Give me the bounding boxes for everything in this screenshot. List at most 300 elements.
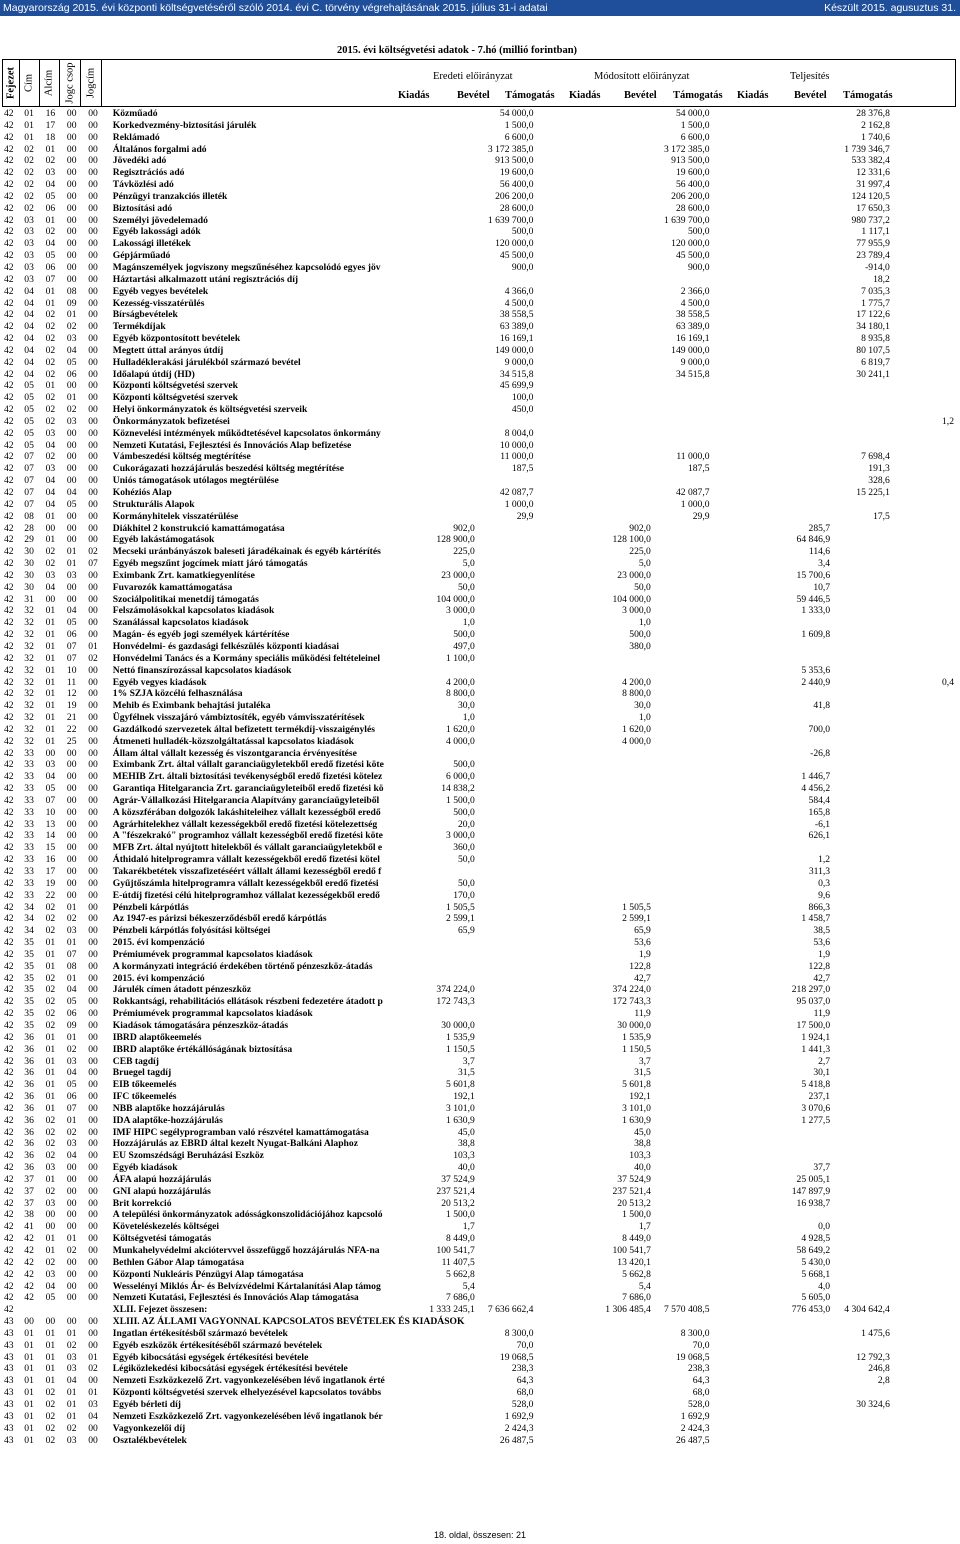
value-cell — [477, 996, 536, 1008]
table-row — [2, 416, 956, 428]
value-cell — [477, 1162, 536, 1174]
value-cell — [832, 736, 892, 748]
code-cell: 43 — [4, 1434, 14, 1446]
code-cell: 01 — [24, 1351, 34, 1363]
value-cell — [832, 996, 892, 1008]
code-cell: 03 — [66, 1351, 77, 1363]
value-cell — [477, 1186, 536, 1198]
value-cell — [892, 523, 956, 535]
value-cell — [768, 617, 832, 629]
value-cell — [535, 1375, 590, 1387]
code-cell: 13 — [45, 818, 56, 830]
value-cell — [832, 380, 892, 392]
table-row — [2, 167, 956, 179]
value-cell — [535, 759, 590, 771]
code-cell: 02 — [88, 652, 98, 664]
value-cell — [712, 1363, 769, 1375]
value-cell — [712, 463, 769, 475]
value-cell — [535, 369, 590, 381]
code-cell: 36 — [24, 1055, 34, 1067]
value-cell — [477, 1257, 536, 1269]
table-row — [2, 854, 956, 866]
table-row — [2, 321, 956, 333]
value-cell: 0,4 — [942, 676, 954, 688]
code-cell: 00 — [66, 534, 77, 546]
col-label-jogcsop: Jogc csop — [64, 62, 76, 104]
value-cell — [712, 866, 769, 878]
code-cell: 01 — [45, 1067, 56, 1079]
code-cell: 00 — [88, 1091, 98, 1103]
value-cell — [832, 558, 892, 570]
value-cell: 5,4 — [462, 1280, 475, 1292]
value-cell — [768, 1435, 832, 1447]
value-cell — [892, 451, 956, 463]
col-label-fejezet: Fejezet — [5, 66, 17, 100]
value-cell — [477, 546, 536, 558]
value-cell: 120 000,0 — [495, 238, 534, 250]
code-cell: 00 — [45, 1209, 56, 1221]
code-cell: 22 — [45, 889, 56, 901]
code-cell: 32 — [24, 617, 34, 629]
value-cell — [477, 795, 536, 807]
code-cell: 02 — [66, 1126, 77, 1138]
value-cell — [832, 1435, 892, 1447]
value-cell — [892, 570, 956, 582]
table-row — [2, 463, 956, 475]
code-cell: 42 — [4, 937, 14, 949]
value-cell: 104 000,0 — [612, 593, 651, 605]
code-cell: 42 — [4, 735, 14, 747]
value-cell — [477, 1103, 536, 1115]
code-cell: 07 — [45, 794, 56, 806]
value-cell: 187,5 — [511, 463, 534, 475]
value-cell — [653, 665, 712, 677]
code-cell: 03 — [45, 427, 56, 439]
code-cell: 42 — [24, 1280, 34, 1292]
hdr-actual-expense: Kiadás — [737, 90, 769, 101]
value-cell: 34 180,1 — [856, 321, 890, 333]
value-cell: 103,3 — [629, 1150, 651, 1162]
code-cell: 00 — [88, 333, 98, 345]
table-row — [2, 1067, 956, 1079]
value-cell — [832, 700, 892, 712]
code-cell: 42 — [4, 913, 14, 925]
code-cell: 43 — [4, 1422, 14, 1434]
value-cell — [892, 286, 956, 298]
code-cell: 00 — [66, 889, 77, 901]
value-cell: 360,0 — [453, 842, 475, 854]
item-name-cell: Termékdíjak — [112, 321, 166, 333]
value-cell: 3 000,0 — [622, 605, 651, 617]
value-cell — [892, 1423, 956, 1435]
value-cell — [418, 392, 477, 404]
item-name-cell: MEHIB Zrt. általi biztosítási tevékenységből eredő fizetési kötelez — [112, 771, 383, 783]
code-cell: 42 — [4, 534, 14, 546]
table-row — [2, 1269, 956, 1281]
value-cell — [712, 144, 769, 156]
table-row — [2, 1186, 956, 1198]
code-cell: 04 — [24, 356, 34, 368]
code-cell: 42 — [4, 794, 14, 806]
value-cell — [653, 380, 712, 392]
code-cell: 42 — [4, 179, 14, 191]
value-cell: 1 620,0 — [622, 723, 651, 735]
value-cell: 45,0 — [634, 1126, 651, 1138]
value-cell — [477, 937, 536, 949]
code-cell — [86, 1304, 111, 1316]
value-cell — [418, 191, 477, 203]
value-cell — [653, 1091, 712, 1103]
table-row — [2, 653, 956, 665]
item-name-cell: Uniós támogatások utólagos megtérülése — [112, 475, 279, 487]
value-cell: 124 120,5 — [851, 190, 890, 202]
code-cell: 00 — [88, 1245, 98, 1256]
value-cell — [535, 416, 590, 428]
value-cell — [591, 404, 653, 416]
code-cell: 00 — [88, 155, 98, 167]
value-cell — [653, 771, 712, 783]
code-cell: 00 — [88, 877, 98, 889]
value-cell — [477, 724, 536, 736]
item-name-cell: Hulladéklerakási járulékból származó bevétel — [112, 356, 301, 368]
code-cell: 02 — [24, 167, 34, 179]
code-cell: 02 — [45, 333, 56, 345]
value-cell: 1,9 — [818, 948, 831, 960]
code-cell: 00 — [88, 1043, 98, 1055]
value-cell — [477, 890, 536, 902]
code-cell: 01 — [66, 937, 77, 949]
value-cell — [591, 1375, 653, 1387]
value-cell — [712, 1209, 769, 1221]
code-cell: 04 — [24, 285, 34, 297]
value-cell: 700,0 — [808, 723, 831, 735]
value-cell — [712, 534, 769, 546]
value-cell — [892, 1269, 956, 1281]
value-cell — [712, 1352, 769, 1364]
value-cell: 1 924,1 — [801, 1031, 831, 1043]
value-cell: 19 600,0 — [499, 167, 534, 179]
value-cell — [892, 937, 956, 949]
value-cell — [591, 440, 653, 452]
table-row — [2, 155, 956, 167]
value-cell — [653, 913, 712, 925]
value-cell: 2,8 — [877, 1375, 890, 1387]
value-cell — [712, 1257, 769, 1269]
value-cell — [477, 1233, 536, 1245]
item-name-cell: Felszámolásokkal kapcsolatos kiadások — [112, 605, 275, 617]
code-cell: 02 — [45, 558, 56, 570]
value-cell: 42 087,7 — [499, 487, 534, 498]
value-cell — [892, 973, 956, 985]
code-cell: 03 — [45, 1268, 56, 1280]
value-cell — [535, 534, 590, 546]
table-row — [2, 1281, 956, 1293]
value-cell — [653, 1292, 712, 1304]
code-cell — [44, 1304, 65, 1316]
value-cell: 38 558,5 — [675, 309, 710, 321]
value-cell — [653, 854, 712, 866]
value-cell — [768, 309, 832, 321]
value-cell — [418, 120, 477, 132]
item-name-cell: Általános forgalmi adó — [112, 143, 207, 155]
code-cell: 43 — [4, 1363, 14, 1375]
value-cell: 4 500,0 — [504, 297, 534, 309]
code-cell: 02 — [45, 404, 56, 416]
code-cell: 03 — [45, 167, 56, 179]
table-row — [2, 475, 956, 487]
value-cell — [535, 984, 590, 996]
code-cell: 01 — [45, 380, 56, 392]
value-cell: 17,5 — [873, 510, 890, 522]
value-cell: 1 277,5 — [801, 1114, 831, 1126]
code-cell: 42 — [4, 866, 14, 877]
value-cell — [832, 1044, 892, 1056]
code-cell: 42 — [4, 960, 14, 972]
item-name-cell: Fuvarozók kamattámogatása — [112, 581, 233, 593]
value-cell: 95 037,0 — [796, 996, 831, 1008]
value-cell: 1 500,0 — [446, 794, 475, 806]
code-cell: 36 — [24, 1079, 34, 1091]
value-cell: 114,6 — [808, 546, 831, 558]
table-row — [2, 617, 956, 629]
value-cell: 450,0 — [511, 404, 534, 416]
table-row — [2, 783, 956, 795]
value-cell — [591, 890, 653, 902]
value-cell — [712, 1233, 769, 1245]
item-name-cell: A közszférában dolgozók lakáshiteleihez vállalt kezességből eredő — [112, 806, 381, 818]
value-cell — [535, 748, 590, 760]
value-cell — [418, 179, 477, 191]
value-cell — [477, 1091, 536, 1103]
value-cell — [591, 108, 653, 120]
value-cell — [712, 1079, 769, 1091]
code-cell: 00 — [45, 593, 56, 605]
hdr-original-support: Támogatás — [505, 90, 555, 101]
value-cell — [653, 700, 712, 712]
value-cell — [591, 463, 653, 475]
code-cell: 42 — [4, 901, 14, 913]
code-cell: 01 — [45, 700, 56, 712]
code-cell: 36 — [24, 1031, 34, 1043]
code-cell: 19 — [66, 700, 77, 712]
value-cell: 38,8 — [458, 1138, 475, 1150]
value-cell — [832, 641, 892, 653]
value-cell — [535, 1269, 590, 1281]
code-cell: 01 — [24, 1387, 34, 1399]
value-cell — [892, 1399, 956, 1411]
code-cell: 00 — [88, 1434, 98, 1446]
value-cell — [535, 949, 590, 961]
item-name-cell: MFB Zrt. által nyújtott hitelekből és vállalt garanciaügyletekből e — [112, 842, 383, 854]
value-cell — [832, 925, 892, 937]
value-cell — [892, 1328, 956, 1340]
value-cell — [653, 1032, 712, 1044]
value-cell — [535, 250, 590, 262]
code-cell: 42 — [4, 368, 14, 380]
value-cell — [591, 511, 653, 523]
code-cell: 42 — [4, 190, 14, 202]
value-cell — [535, 890, 590, 902]
value-cell — [768, 392, 832, 404]
code-cell: 01 — [45, 605, 56, 617]
value-cell: 9 000,0 — [504, 356, 534, 368]
code-cell: 00 — [66, 273, 77, 285]
code-cell: 00 — [88, 794, 98, 806]
table-row — [2, 1056, 956, 1068]
value-cell — [768, 108, 832, 120]
code-cell: 32 — [24, 640, 34, 652]
code-cell: 00 — [88, 664, 98, 676]
value-cell — [892, 748, 956, 760]
item-name-cell: Önkormányzatok befizetései — [112, 415, 230, 427]
table-row — [2, 487, 956, 499]
code-cell: 42 — [4, 427, 14, 439]
value-cell: 1 446,7 — [801, 771, 831, 783]
value-cell — [535, 582, 590, 594]
value-cell: 34 515,8 — [499, 368, 534, 380]
code-cell: 00 — [88, 368, 98, 380]
value-cell — [535, 724, 590, 736]
code-cell: 01 — [24, 1434, 34, 1446]
value-cell: 11,9 — [813, 1008, 831, 1020]
code-cell: 05 — [66, 1079, 77, 1091]
value-cell — [477, 523, 536, 535]
code-cell: 02 — [45, 925, 56, 937]
code-cell: 42 — [4, 143, 14, 155]
code-cell: 03 — [66, 925, 77, 937]
code-cell: 42 — [4, 392, 14, 404]
value-cell — [477, 1032, 536, 1044]
code-cell: 00 — [66, 1209, 77, 1221]
table-row — [2, 440, 956, 452]
value-cell: 38,8 — [634, 1138, 651, 1150]
code-cell: 42 — [24, 1268, 34, 1280]
value-cell: 16 938,7 — [796, 1197, 831, 1209]
code-cell: 00 — [88, 1055, 98, 1067]
value-cell: 65,9 — [634, 925, 651, 937]
table-row — [2, 605, 956, 617]
item-name-cell: EIB tőkeemelés — [112, 1079, 177, 1091]
code-cell: 38 — [24, 1209, 34, 1221]
code-cell: 08 — [24, 510, 34, 522]
group-actual: Teljesítés — [790, 71, 830, 82]
value-cell — [832, 866, 892, 878]
value-cell — [477, 617, 536, 629]
value-cell: 500,0 — [511, 226, 534, 238]
item-name-cell: Wesselényi Miklós Ár- és Belvízvédelmi Kártalanítási Alap támog — [112, 1280, 381, 1292]
item-name-cell: 2015. évi kompenzáció — [112, 972, 205, 984]
code-cell: 35 — [24, 937, 34, 949]
table-row — [2, 1363, 956, 1375]
code-cell: 00 — [88, 415, 98, 427]
value-cell — [832, 748, 892, 760]
code-cell: 00 — [66, 463, 77, 475]
value-cell: 54 000,0 — [675, 108, 710, 119]
value-cell: 170,0 — [453, 889, 475, 901]
value-cell — [712, 132, 769, 144]
item-name-cell: Eximbank Zrt. által vállalt garanciaügyletekből eredő fizetési köte — [112, 759, 384, 771]
code-cell: 42 — [4, 321, 14, 333]
value-cell — [832, 1387, 892, 1399]
code-cell: 36 — [24, 1102, 34, 1114]
code-cell: 42 — [4, 854, 14, 866]
value-cell — [418, 357, 477, 369]
code-cell: 00 — [66, 854, 77, 866]
value-cell — [768, 226, 832, 238]
hdr-modified-expense: Kiadás — [569, 90, 601, 101]
table-row — [2, 1292, 956, 1304]
code-cell: 42 — [4, 771, 14, 783]
value-cell: 37 524,9 — [441, 1173, 475, 1185]
value-cell: 4 304 642,4 — [844, 1304, 890, 1316]
code-cell: 32 — [24, 723, 34, 735]
code-cell: 01 — [45, 640, 56, 652]
item-name-cell: Hozzájárulás az EBRD által kezelt Nyugat-Balkáni Alaphoz — [112, 1138, 358, 1150]
table-row — [2, 890, 956, 902]
value-cell — [535, 1115, 590, 1127]
value-cell — [892, 1340, 956, 1352]
value-cell — [653, 984, 712, 996]
code-cell: 00 — [66, 167, 77, 179]
code-cell: 33 — [24, 747, 34, 759]
item-name-cell: EU Szomszédsági Beruházási Eszköz — [112, 1150, 264, 1162]
code-cell: 42 — [4, 344, 14, 356]
value-cell — [477, 1316, 536, 1328]
value-cell — [712, 1162, 769, 1174]
value-cell — [477, 1174, 536, 1186]
value-cell — [892, 392, 956, 404]
value-cell: 4 928,5 — [801, 1233, 831, 1245]
value-cell — [535, 688, 590, 700]
code-cell: 00 — [88, 1233, 98, 1245]
value-cell: 500,0 — [453, 759, 475, 771]
code-cell: 00 — [88, 806, 98, 818]
code-cell: 42 — [4, 131, 14, 143]
value-cell — [535, 499, 590, 511]
code-cell: 07 — [24, 475, 34, 487]
code-cell: 06 — [66, 368, 77, 380]
value-cell — [535, 1020, 590, 1032]
value-cell — [418, 1435, 477, 1447]
value-cell — [768, 1150, 832, 1162]
value-cell: 4 500,0 — [680, 297, 710, 309]
code-cell: 42 — [4, 558, 14, 570]
code-cell: 04 — [66, 984, 77, 996]
item-name-cell: Ingatlan értékesítésből származó bevételek — [112, 1327, 288, 1339]
value-cell — [477, 819, 536, 831]
value-cell: 7 698,4 — [861, 451, 890, 463]
value-cell: 866,3 — [808, 901, 831, 913]
code-cell: 05 — [66, 498, 77, 510]
code-cell: 25 — [66, 735, 77, 747]
value-cell — [712, 416, 769, 428]
table-row — [2, 558, 956, 570]
code-cell: 33 — [24, 842, 34, 854]
code-cell: 35 — [24, 1008, 34, 1020]
code-cell: 43 — [4, 1351, 14, 1363]
code-cell: 00 — [66, 866, 77, 877]
code-cell: 00 — [88, 1031, 98, 1043]
value-cell: 30 000,0 — [617, 1019, 651, 1031]
value-cell: 192,1 — [453, 1091, 475, 1103]
value-cell — [832, 937, 892, 949]
value-cell — [892, 369, 956, 381]
value-cell — [832, 534, 892, 546]
value-cell — [535, 309, 590, 321]
table-row — [2, 428, 956, 440]
value-cell — [477, 677, 536, 689]
value-cell — [892, 949, 956, 961]
